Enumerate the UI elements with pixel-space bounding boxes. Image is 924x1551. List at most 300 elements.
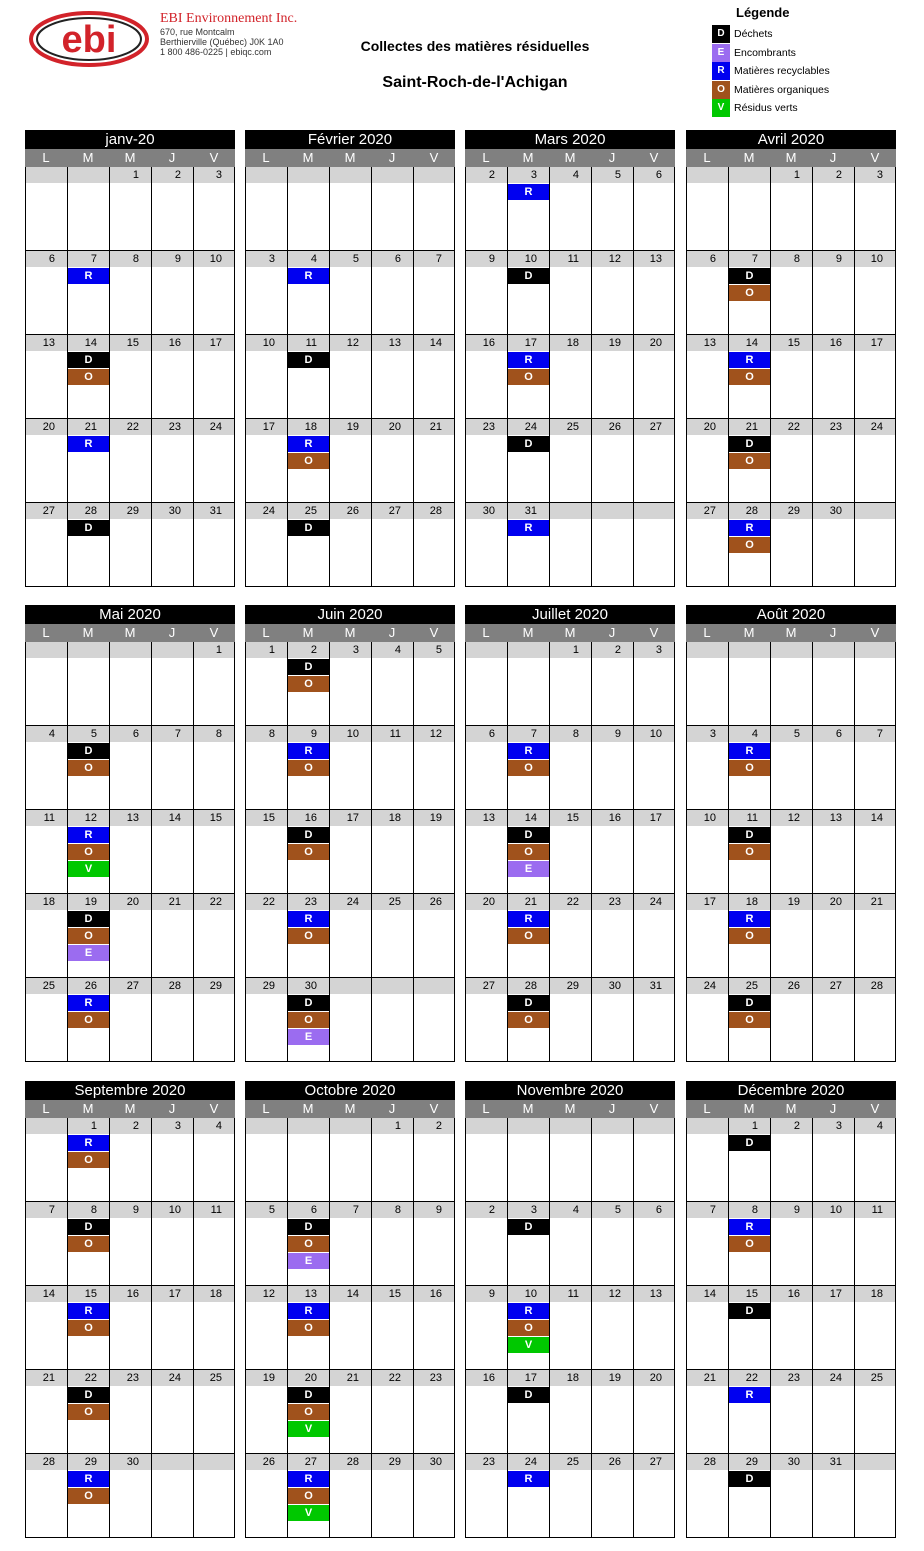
collection-badge: O bbox=[68, 1152, 109, 1168]
day-number: 1 bbox=[550, 642, 591, 658]
collection-badge: D bbox=[729, 827, 770, 843]
week-row bbox=[245, 1454, 455, 1538]
day-number: 26 bbox=[592, 1454, 633, 1470]
day-number bbox=[414, 978, 454, 994]
collection-badge: O bbox=[729, 844, 770, 860]
day-cell bbox=[549, 1118, 591, 1202]
day-cell bbox=[193, 419, 235, 503]
week-row bbox=[25, 1454, 235, 1538]
day-cell bbox=[413, 503, 455, 587]
day-number: 26 bbox=[414, 894, 454, 910]
week-row bbox=[686, 251, 896, 335]
day-cell bbox=[633, 894, 675, 978]
day-number: 29 bbox=[68, 1454, 109, 1470]
day-cell bbox=[151, 1454, 193, 1538]
day-number: 10 bbox=[634, 726, 674, 742]
day-number: 29 bbox=[550, 978, 591, 994]
day-cell bbox=[854, 642, 896, 726]
day-number: 9 bbox=[771, 1202, 812, 1218]
day-number bbox=[508, 642, 549, 658]
collection-badge: E bbox=[288, 1253, 329, 1269]
weekday-label: M bbox=[302, 625, 314, 640]
day-cell bbox=[507, 503, 549, 587]
day-number: 29 bbox=[729, 1454, 770, 1470]
day-number bbox=[592, 503, 633, 519]
collection-badge: D bbox=[508, 1387, 549, 1403]
day-cell bbox=[25, 419, 67, 503]
day-number: 9 bbox=[813, 251, 854, 267]
collection-badge: D bbox=[288, 995, 329, 1011]
week-row bbox=[245, 1202, 455, 1286]
day-cell bbox=[193, 251, 235, 335]
day-number: 25 bbox=[288, 503, 329, 519]
day-number: 24 bbox=[687, 978, 728, 994]
day-number: 3 bbox=[813, 1118, 854, 1134]
week-row bbox=[465, 978, 675, 1062]
day-cell bbox=[854, 167, 896, 251]
day-cell bbox=[465, 810, 507, 894]
day-number: 20 bbox=[26, 419, 67, 435]
day-number: 22 bbox=[68, 1370, 109, 1386]
day-number: 5 bbox=[246, 1202, 287, 1218]
day-number: 14 bbox=[508, 810, 549, 826]
day-number: 27 bbox=[372, 503, 413, 519]
day-cell bbox=[854, 251, 896, 335]
day-number: 14 bbox=[687, 1286, 728, 1302]
day-number: 6 bbox=[26, 251, 67, 267]
day-number: 9 bbox=[152, 251, 193, 267]
day-cell bbox=[770, 251, 812, 335]
collection-badge: O bbox=[729, 537, 770, 553]
day-number: 10 bbox=[152, 1202, 193, 1218]
collection-badge: R bbox=[288, 743, 329, 759]
weekday-label: J bbox=[829, 625, 837, 640]
weekday-header bbox=[25, 149, 235, 167]
collection-badge: O bbox=[729, 369, 770, 385]
day-number: 14 bbox=[152, 810, 193, 826]
day-number: 15 bbox=[110, 335, 151, 351]
day-number: 22 bbox=[771, 419, 812, 435]
collection-badge: O bbox=[68, 369, 109, 385]
weekday-label: V bbox=[870, 625, 880, 640]
day-cell bbox=[151, 978, 193, 1062]
day-number: 27 bbox=[634, 419, 674, 435]
collection-badge: R bbox=[68, 827, 109, 843]
day-number: 27 bbox=[26, 503, 67, 519]
week-row bbox=[686, 642, 896, 726]
collection-badge: O bbox=[288, 928, 329, 944]
day-cell bbox=[193, 1202, 235, 1286]
collection-badge: O bbox=[288, 1320, 329, 1336]
day-number: 1 bbox=[771, 167, 812, 183]
weekday-label: V bbox=[209, 625, 219, 640]
week-row bbox=[245, 642, 455, 726]
collection-badge: O bbox=[288, 1012, 329, 1028]
day-number: 15 bbox=[194, 810, 234, 826]
day-number: 6 bbox=[110, 726, 151, 742]
day-cell bbox=[329, 1202, 371, 1286]
day-cell bbox=[109, 167, 151, 251]
day-number bbox=[466, 642, 507, 658]
day-number: 18 bbox=[550, 335, 591, 351]
day-cell bbox=[371, 642, 413, 726]
day-cell bbox=[770, 335, 812, 419]
day-cell bbox=[245, 894, 287, 978]
day-number: 4 bbox=[550, 1202, 591, 1218]
day-number: 3 bbox=[508, 1202, 549, 1218]
collection-badge: D bbox=[68, 1387, 109, 1403]
collection-badge: O bbox=[508, 1012, 549, 1028]
weekday-label: M bbox=[344, 1101, 356, 1116]
day-cell bbox=[109, 1454, 151, 1538]
week-row bbox=[465, 1118, 675, 1202]
weekday-header bbox=[25, 624, 235, 642]
day-number bbox=[26, 642, 67, 658]
collection-badge: R bbox=[68, 1303, 109, 1319]
day-cell bbox=[245, 1454, 287, 1538]
day-number: 2 bbox=[466, 1202, 507, 1218]
collection-badge: D bbox=[68, 1219, 109, 1235]
legend-item bbox=[712, 81, 852, 100]
weekday-label: M bbox=[785, 150, 797, 165]
day-number: 16 bbox=[466, 1370, 507, 1386]
week-row bbox=[465, 894, 675, 978]
day-number bbox=[288, 1118, 329, 1134]
day-cell bbox=[151, 810, 193, 894]
weekday-label: V bbox=[429, 1101, 439, 1116]
collection-badge: R bbox=[508, 743, 549, 759]
day-number: 28 bbox=[330, 1454, 371, 1470]
day-number: 5 bbox=[68, 726, 109, 742]
day-cell bbox=[245, 335, 287, 419]
collection-badge: D bbox=[729, 1135, 770, 1151]
day-number: 2 bbox=[414, 1118, 454, 1134]
weekday-label: L bbox=[262, 1101, 270, 1116]
day-cell bbox=[25, 642, 67, 726]
day-cell bbox=[67, 726, 109, 810]
day-number: 14 bbox=[68, 335, 109, 351]
weekday-header bbox=[465, 1100, 675, 1118]
day-cell bbox=[549, 1454, 591, 1538]
day-cell bbox=[287, 251, 329, 335]
day-cell bbox=[193, 503, 235, 587]
weekday-header bbox=[245, 149, 455, 167]
day-cell bbox=[686, 335, 728, 419]
day-number: 18 bbox=[855, 1286, 895, 1302]
day-cell bbox=[549, 642, 591, 726]
day-cell bbox=[193, 167, 235, 251]
collection-badge: O bbox=[68, 1404, 109, 1420]
weekday-label: M bbox=[302, 1101, 314, 1116]
day-cell bbox=[728, 642, 770, 726]
day-cell bbox=[329, 335, 371, 419]
day-number: 18 bbox=[288, 419, 329, 435]
day-number: 1 bbox=[246, 642, 287, 658]
weekday-label: M bbox=[522, 1101, 534, 1116]
legend-label: Matières recyclables bbox=[734, 65, 830, 78]
day-number: 28 bbox=[729, 503, 770, 519]
legend-key: D bbox=[712, 25, 730, 43]
collection-badge: O bbox=[288, 676, 329, 692]
day-number: 2 bbox=[771, 1118, 812, 1134]
day-cell bbox=[686, 1454, 728, 1538]
day-number: 21 bbox=[330, 1370, 371, 1386]
day-cell bbox=[549, 503, 591, 587]
day-cell bbox=[109, 1370, 151, 1454]
day-number: 3 bbox=[194, 167, 234, 183]
day-number: 22 bbox=[194, 894, 234, 910]
day-cell bbox=[770, 726, 812, 810]
day-cell bbox=[67, 642, 109, 726]
day-number: 4 bbox=[855, 1118, 895, 1134]
day-number: 30 bbox=[288, 978, 329, 994]
weekday-label: M bbox=[785, 625, 797, 640]
day-number: 13 bbox=[687, 335, 728, 351]
day-number: 1 bbox=[729, 1118, 770, 1134]
day-number: 16 bbox=[771, 1286, 812, 1302]
day-number: 21 bbox=[26, 1370, 67, 1386]
week-row bbox=[245, 810, 455, 894]
day-number: 22 bbox=[372, 1370, 413, 1386]
week-row bbox=[245, 726, 455, 810]
day-number: 1 bbox=[372, 1118, 413, 1134]
day-cell bbox=[633, 251, 675, 335]
day-number: 25 bbox=[729, 978, 770, 994]
day-cell bbox=[371, 1118, 413, 1202]
day-number: 23 bbox=[466, 419, 507, 435]
day-number: 2 bbox=[466, 167, 507, 183]
day-cell bbox=[329, 167, 371, 251]
day-cell bbox=[507, 1202, 549, 1286]
day-cell bbox=[287, 167, 329, 251]
day-cell bbox=[728, 1286, 770, 1370]
day-cell bbox=[633, 726, 675, 810]
day-cell bbox=[633, 1118, 675, 1202]
week-row bbox=[686, 1370, 896, 1454]
day-number: 25 bbox=[194, 1370, 234, 1386]
week-row bbox=[25, 978, 235, 1062]
day-cell bbox=[465, 1202, 507, 1286]
company-address-line2: Berthierville (Québec) J0K 1A0 bbox=[160, 37, 284, 47]
day-cell bbox=[67, 1286, 109, 1370]
day-number: 30 bbox=[414, 1454, 454, 1470]
day-cell bbox=[193, 726, 235, 810]
day-number: 22 bbox=[246, 894, 287, 910]
day-cell bbox=[507, 1118, 549, 1202]
day-cell bbox=[507, 1286, 549, 1370]
day-number bbox=[687, 167, 728, 183]
day-cell bbox=[287, 503, 329, 587]
week-row bbox=[465, 726, 675, 810]
week-row bbox=[686, 810, 896, 894]
legend-item bbox=[712, 44, 852, 63]
legend-key: O bbox=[712, 81, 730, 99]
day-number: 19 bbox=[414, 810, 454, 826]
day-number bbox=[550, 1118, 591, 1134]
week-row bbox=[686, 894, 896, 978]
day-cell bbox=[245, 642, 287, 726]
collection-badge: O bbox=[288, 1236, 329, 1252]
day-number: 25 bbox=[550, 419, 591, 435]
company-name: EBI Environnement Inc. bbox=[160, 11, 298, 26]
day-number: 10 bbox=[855, 251, 895, 267]
day-number: 8 bbox=[110, 251, 151, 267]
day-number: 8 bbox=[771, 251, 812, 267]
collection-badge: R bbox=[508, 184, 549, 200]
day-cell bbox=[686, 810, 728, 894]
day-number: 2 bbox=[813, 167, 854, 183]
week-row bbox=[686, 726, 896, 810]
day-cell bbox=[770, 1202, 812, 1286]
day-cell bbox=[245, 810, 287, 894]
weekday-header bbox=[245, 624, 455, 642]
day-cell bbox=[465, 642, 507, 726]
day-cell bbox=[67, 894, 109, 978]
collection-badge: O bbox=[288, 760, 329, 776]
day-number: 20 bbox=[634, 335, 674, 351]
day-cell bbox=[507, 1370, 549, 1454]
day-number: 14 bbox=[330, 1286, 371, 1302]
day-number: 25 bbox=[855, 1370, 895, 1386]
weekday-label: V bbox=[649, 625, 659, 640]
day-number: 24 bbox=[508, 419, 549, 435]
day-number: 17 bbox=[508, 1370, 549, 1386]
weekday-label: L bbox=[42, 1101, 50, 1116]
weekday-label: M bbox=[124, 150, 136, 165]
day-cell bbox=[812, 167, 854, 251]
day-cell bbox=[507, 1454, 549, 1538]
week-row bbox=[686, 503, 896, 587]
day-cell bbox=[633, 1286, 675, 1370]
day-number: 17 bbox=[687, 894, 728, 910]
week-row bbox=[686, 167, 896, 251]
day-cell bbox=[151, 1370, 193, 1454]
day-number: 18 bbox=[194, 1286, 234, 1302]
day-cell bbox=[812, 1454, 854, 1538]
day-cell bbox=[591, 726, 633, 810]
day-number: 20 bbox=[687, 419, 728, 435]
day-number: 13 bbox=[26, 335, 67, 351]
day-number: 23 bbox=[771, 1370, 812, 1386]
day-cell bbox=[854, 726, 896, 810]
collection-badge: R bbox=[68, 1135, 109, 1151]
day-cell bbox=[413, 726, 455, 810]
day-cell bbox=[67, 335, 109, 419]
month-title: janv-20 bbox=[25, 130, 235, 149]
day-number bbox=[246, 167, 287, 183]
day-number: 18 bbox=[26, 894, 67, 910]
collection-badge: V bbox=[288, 1421, 329, 1437]
day-number: 13 bbox=[634, 1286, 674, 1302]
collection-badge: D bbox=[68, 520, 109, 536]
day-cell bbox=[287, 1286, 329, 1370]
month-title: Avril 2020 bbox=[686, 130, 896, 149]
day-number bbox=[330, 167, 371, 183]
collection-badge: V bbox=[68, 861, 109, 877]
day-number: 23 bbox=[813, 419, 854, 435]
day-cell bbox=[413, 1118, 455, 1202]
day-cell bbox=[67, 503, 109, 587]
day-number: 19 bbox=[592, 1370, 633, 1386]
day-cell bbox=[686, 894, 728, 978]
day-cell bbox=[245, 419, 287, 503]
week-row bbox=[686, 1118, 896, 1202]
day-number: 9 bbox=[592, 726, 633, 742]
day-cell bbox=[770, 503, 812, 587]
day-number: 31 bbox=[508, 503, 549, 519]
day-cell bbox=[109, 642, 151, 726]
day-cell bbox=[507, 167, 549, 251]
collection-badge: D bbox=[288, 827, 329, 843]
day-cell bbox=[193, 1118, 235, 1202]
weekday-label: J bbox=[608, 625, 616, 640]
week-row bbox=[465, 810, 675, 894]
day-cell bbox=[770, 167, 812, 251]
day-cell bbox=[854, 1454, 896, 1538]
day-number: 29 bbox=[771, 503, 812, 519]
collection-badge: V bbox=[288, 1505, 329, 1521]
day-number: 7 bbox=[26, 1202, 67, 1218]
weekday-label: M bbox=[344, 625, 356, 640]
collection-badge: D bbox=[729, 1471, 770, 1487]
day-cell bbox=[287, 1118, 329, 1202]
day-number: 26 bbox=[771, 978, 812, 994]
day-number: 18 bbox=[550, 1370, 591, 1386]
collection-badge: R bbox=[729, 520, 770, 536]
collection-badge: D bbox=[729, 436, 770, 452]
day-cell bbox=[245, 251, 287, 335]
day-number: 17 bbox=[634, 810, 674, 826]
day-number: 20 bbox=[288, 1370, 329, 1386]
weekday-label: M bbox=[82, 1101, 94, 1116]
collection-badge: R bbox=[508, 352, 549, 368]
weekday-label: V bbox=[870, 1101, 880, 1116]
day-cell bbox=[465, 335, 507, 419]
day-cell bbox=[854, 335, 896, 419]
day-cell bbox=[329, 1370, 371, 1454]
day-cell bbox=[287, 419, 329, 503]
week-row bbox=[245, 251, 455, 335]
collection-badge: O bbox=[68, 760, 109, 776]
day-number: 9 bbox=[288, 726, 329, 742]
day-cell bbox=[413, 1370, 455, 1454]
day-number: 12 bbox=[414, 726, 454, 742]
day-cell bbox=[728, 251, 770, 335]
day-number: 5 bbox=[414, 642, 454, 658]
collection-badge: R bbox=[508, 1303, 549, 1319]
weekday-label: M bbox=[743, 625, 755, 640]
day-number: 26 bbox=[246, 1454, 287, 1470]
legend-key: V bbox=[712, 99, 730, 117]
day-cell bbox=[812, 642, 854, 726]
day-cell bbox=[25, 1286, 67, 1370]
day-cell bbox=[686, 167, 728, 251]
day-number bbox=[152, 1454, 193, 1470]
day-cell bbox=[287, 1202, 329, 1286]
day-number: 31 bbox=[634, 978, 674, 994]
day-number: 24 bbox=[246, 503, 287, 519]
week-row bbox=[686, 1454, 896, 1538]
collection-badge: R bbox=[288, 1303, 329, 1319]
day-cell bbox=[151, 503, 193, 587]
day-cell bbox=[25, 335, 67, 419]
collection-badge: D bbox=[288, 659, 329, 675]
day-cell bbox=[329, 419, 371, 503]
day-number: 11 bbox=[550, 251, 591, 267]
day-number: 16 bbox=[288, 810, 329, 826]
day-number: 12 bbox=[592, 251, 633, 267]
day-number: 16 bbox=[414, 1286, 454, 1302]
